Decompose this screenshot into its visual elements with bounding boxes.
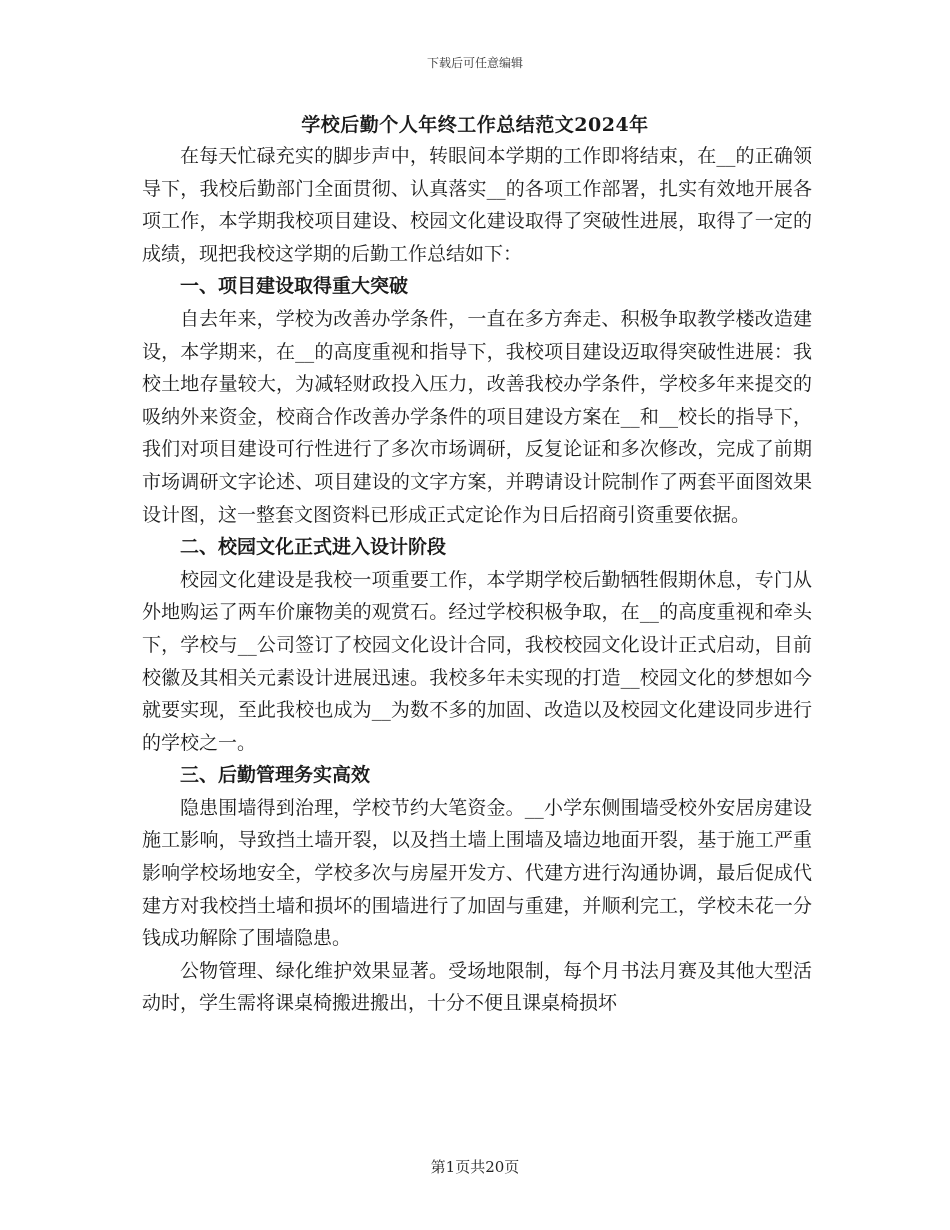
intro-paragraph: 在每天忙碌充实的脚步声中，转眼间本学期的工作即将结束，在__的正确领导下，我校后勤部门全面贯彻、认真落实__的各项工作部署，扎实有效地开展各项工作，本学期我校项目建设、校园文化建设取得了突破性进展，取得了一定的成绩，现把我校这学期的后勤工作总结如下：: [142, 145, 812, 265]
section-heading-3: 三、后勤管理务实高效: [180, 764, 371, 787]
header-note: 下载后可任意编辑: [426, 56, 523, 70]
section-3-paragraph-2: 公物管理、绿化维护效果显著。受场地限制，每个月书法月赛及其他大型活动时，学生需将课桌椅搬进搬出，十分不便且课桌椅损坏: [142, 959, 812, 1015]
document-title: 学校后勤个人年终工作总结范文2024年: [301, 114, 649, 136]
section-3-paragraph-1: 隐患围墙得到治理，学校节约大笔资金。__小学东侧围墙受校外安居房建设施工影响，导致挡土墙开裂，以及挡土墙上围墙及墙边地面开裂，基于施工严重影响学校场地安全，学校多次与房屋开发方、代建方进行沟通协调，最后促成代建方对我校挡土墙和损坏的围墙进行了加固与重建，并顺利完工，学校未花一分钱成功解除了围墙隐患。: [142, 796, 812, 950]
section-1-paragraph: 自去年来，学校为改善办学条件，一直在多方奔走、积极争取教学楼改造建设，本学期来，在__的高度重视和指导下，我校项目建设迈取得突破性进展：我校土地存量较大，为减轻财政投入压力，改善我校办学条件，学校多年来提交的吸纳外来资金，校商合作改善办学条件的项目建设方案在__和__校长的指导下，我们对项目建设可行性进行了多次市场调研，反复论证和多次修改，完成了前期市场调研文字论述、项目建设的文字方案，并聘请设计院制作了两套平面图效果设计图，这一整套文图资料已形成正式定论作为日后招商引资重要依据。: [142, 307, 812, 526]
section-heading-2: 二、校园文化正式进入设计阶段: [180, 536, 447, 559]
section-heading-1: 一、项目建设取得重大突破: [180, 275, 409, 298]
document-body: [142, 140, 812, 1020]
page-footer: 第1页共20页: [430, 1158, 520, 1176]
section-2-paragraph: 校园文化建设是我校一项重要工作，本学期学校后勤牺牲假期休息，专门从外地购运了两车价廉物美的观赏石。经过学校积极争取，在__的高度重视和牵头下，学校与__公司签订了校园文化设计合同，我校校园文化设计正式启动，目前校徽及其相关元素设计进展迅速。我校多年未实现的打造__校园文化的梦想如今就要实现，至此我校也成为__为数不多的加固、改造以及校园文化建设同步进行的学校之一。: [142, 568, 812, 754]
